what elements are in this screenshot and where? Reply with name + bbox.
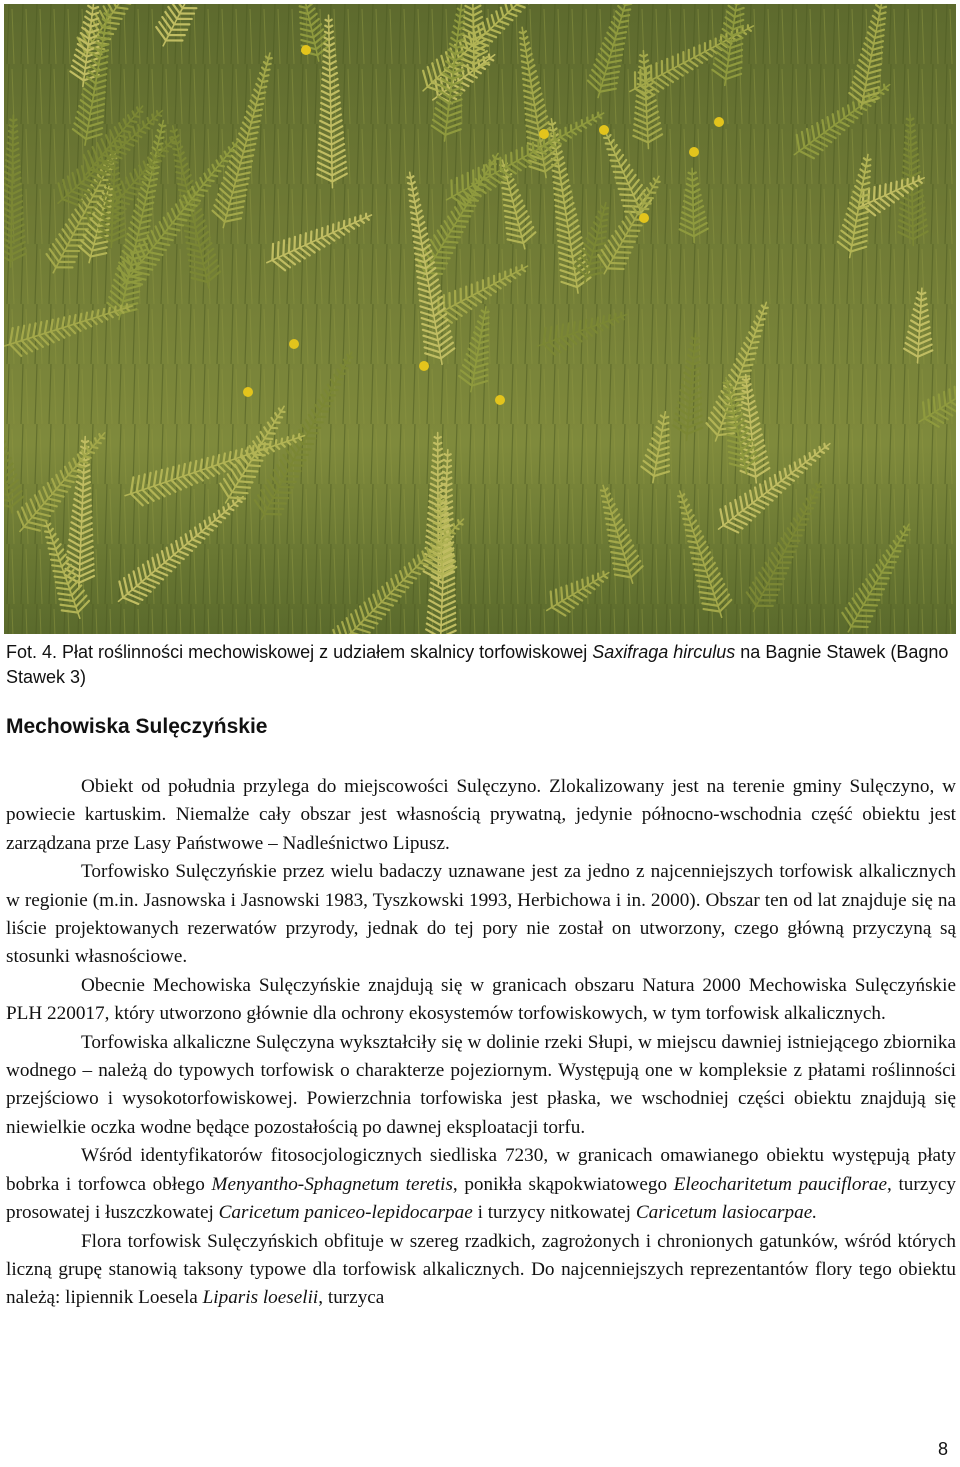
body-text bbox=[6, 773, 956, 1313]
p5-text-e: , turzycy prosowatej i łuszczkowatej bbox=[6, 1173, 956, 1224]
caption-text-2: na Bagnie Stawek (Bagno Stawek 3) bbox=[6, 642, 949, 687]
p6-text-c: , turzyca bbox=[318, 1287, 385, 1309]
page-number: 8 bbox=[937, 1439, 948, 1459]
p6-taxon: Liparis loeselii bbox=[202, 1287, 319, 1309]
p5-text-a: Wśród identyfikatorów fitosocjologicznych siedliska 7230, w granicach omawianego obiektu występują płaty bobrka i torfowca obłego bbox=[6, 1145, 956, 1195]
p5-text-c: , ponikła skąpokwiatowego bbox=[452, 1173, 674, 1195]
photo-caption bbox=[6, 640, 954, 690]
meadow-photo bbox=[4, 4, 956, 634]
section-heading: Mechowiska Sulęczyńskie bbox=[6, 715, 268, 738]
p6-text-a: Flora torfowisk Sulęczyńskich obfituje w szereg rzadkich, zagrożonych i chronionych gatunków, wśród których liczną grupę stanowią taksony typowe dla torfowisk alkalicznych. Do najcenniejszych reprezentantów flory tego obiektu należą: lipiennik Loesela bbox=[6, 1230, 956, 1309]
caption-text-1: Fot. 4. Płat roślinności mechowiskowej z udziałem skalnicy torfowiskowej bbox=[6, 642, 593, 662]
p5-taxon-1: Menyantho-Sphagnetum teretis bbox=[211, 1173, 453, 1195]
paragraph-4: Torfowiska alkaliczne Sulęczyna wykształciły się w dolinie rzeki Słupi, w miejscu dawniej istniejącego zbiornika wodnego – należą do typowych torfowisk o charakterze pojeziornym. Występują one w kompleksie z płatami roślinności przejściowo i wysokotorfowiskowej. Powierzchnia torfowiska jest płaska, we wschodniej części obiektu znajdują się niewielkie oczka wodne będące pozostałością po dawnej eksploatacji torfu. bbox=[6, 1031, 956, 1138]
paragraph-2: Torfowisko Sulęczyńskie przez wielu badaczy uznawane jest za jedno z najcenniejszych torfowisk alkalicznych w regionie (m.in. Jasnowska i Jasnowski 1983, Tyszkowski 1993, Herbichowa i in. 2000). Obszar ten od lat znajduje się na liście projektowanych rezerwatów przyrody, jednak do tej pory nie został on utworzony, czego główną przyczyną są stosunki własnościowe. bbox=[6, 861, 956, 968]
fern-meadow-illustration bbox=[4, 4, 956, 634]
paragraph-6 bbox=[6, 1228, 956, 1313]
p5-taxon-2: Eleocharitetum pauciflorae bbox=[673, 1173, 888, 1195]
paragraph-3: Obecnie Mechowiska Sulęczyńskie znajdują się w granicach obszaru Natura 2000 Mechowiska Sulęczyńskie PLH 220017, który utworzono głównie dla ochrony ekosystemów torfowiskowych, w tym torfowisk alkalicznych. bbox=[6, 974, 956, 1025]
p5-taxon-3: Caricetum paniceo-lepidocarpae bbox=[218, 1202, 473, 1224]
paragraph-5 bbox=[6, 1142, 956, 1227]
p5-text-g: i turzycy nitkowatej bbox=[472, 1202, 636, 1224]
p5-taxon-4: Caricetum lasiocarpae. bbox=[635, 1202, 818, 1224]
paragraph-1: Obiekt od południa przylega do miejscowości Sulęczyno. Zlokalizowany jest na terenie gminy Sulęczyno, w powiecie kartuskim. Niemalże cały obszar jest własnością prywatną, jedynie północno-wschodnia część obiektu jest zarządzana prze Lasy Państwowe – Nadleśnictwo Lipusz. bbox=[6, 776, 956, 854]
caption-species: Saxifraga hirculus bbox=[592, 642, 736, 662]
